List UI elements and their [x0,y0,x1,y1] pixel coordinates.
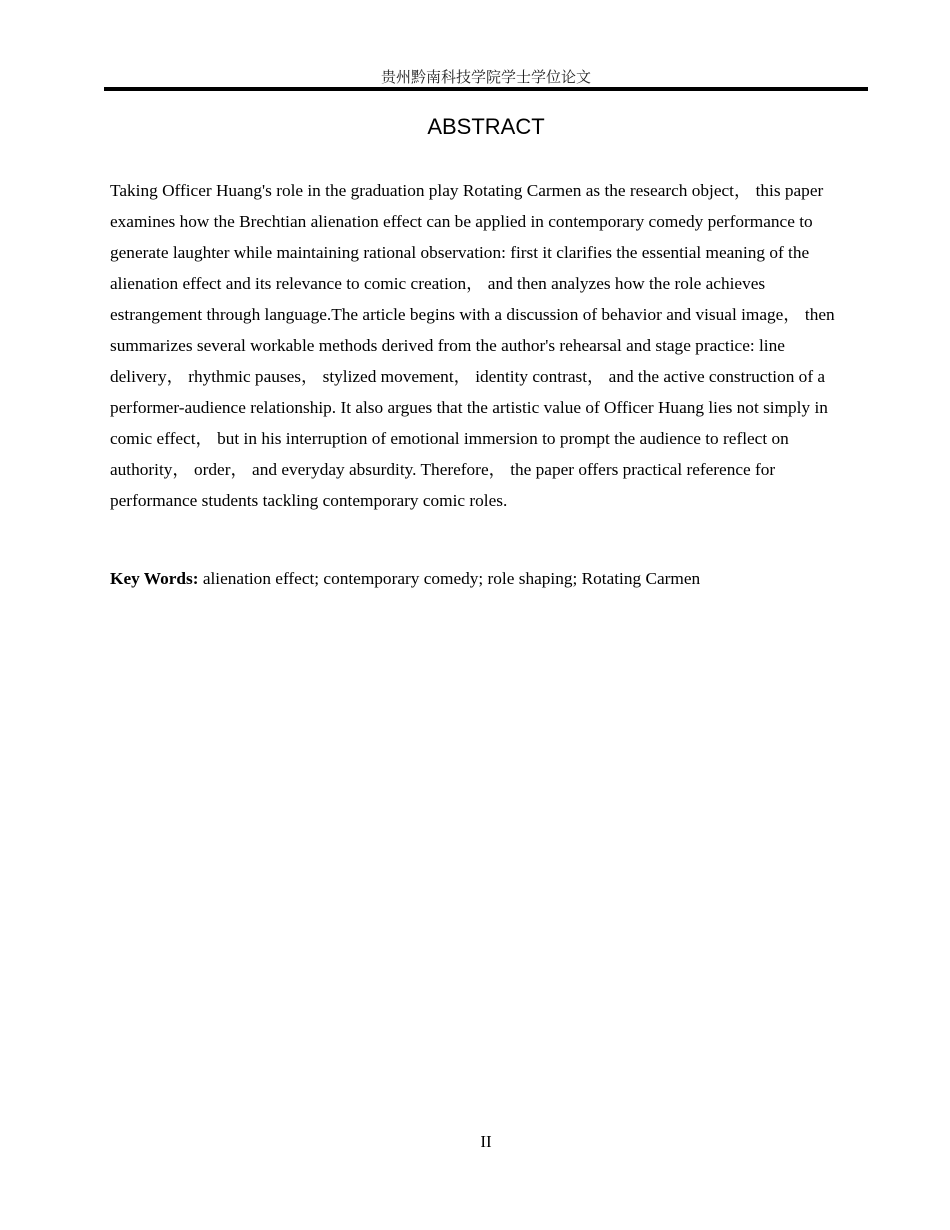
keywords-label: Key Words: [110,569,199,588]
abstract-body: Taking Officer Huang's role in the graduation play Rotating Carmen as the research object， this paper examines how the Brechtian alienation effect can be applied in contemporary comedy performance to generate laughter while maintaining rational observation: first it clarifies the essential meaning of the alienation effect and its relevance to comic creation， and then analyzes how the role achieves estrangement through language.The article begins with a discussion of behavior and visual image， then summarizes several workable methods derived from the author's rehearsal and stage practice: line delivery， rhythmic pauses， stylized movement， identity contrast， and the active construction of a performer-audience relationship. It also argues that the artistic value of Officer Huang lies not simply in comic effect， but in his interruption of emotional immersion to prompt the audience to reflect on authority， order， and everyday absurdity. Therefore， the paper offers practical reference for performance students tackling contemporary comic roles. [110,181,835,510]
keywords-text: alienation effect; contemporary comedy; role shaping; Rotating Carmen [202,569,701,588]
abstract-title: ABSTRACT [427,114,545,139]
keywords-line [110,563,858,594]
page-number: II [480,1132,492,1151]
header-rule [104,87,868,91]
running-header: 贵州黔南科技学院学士学位论文 [380,68,591,86]
